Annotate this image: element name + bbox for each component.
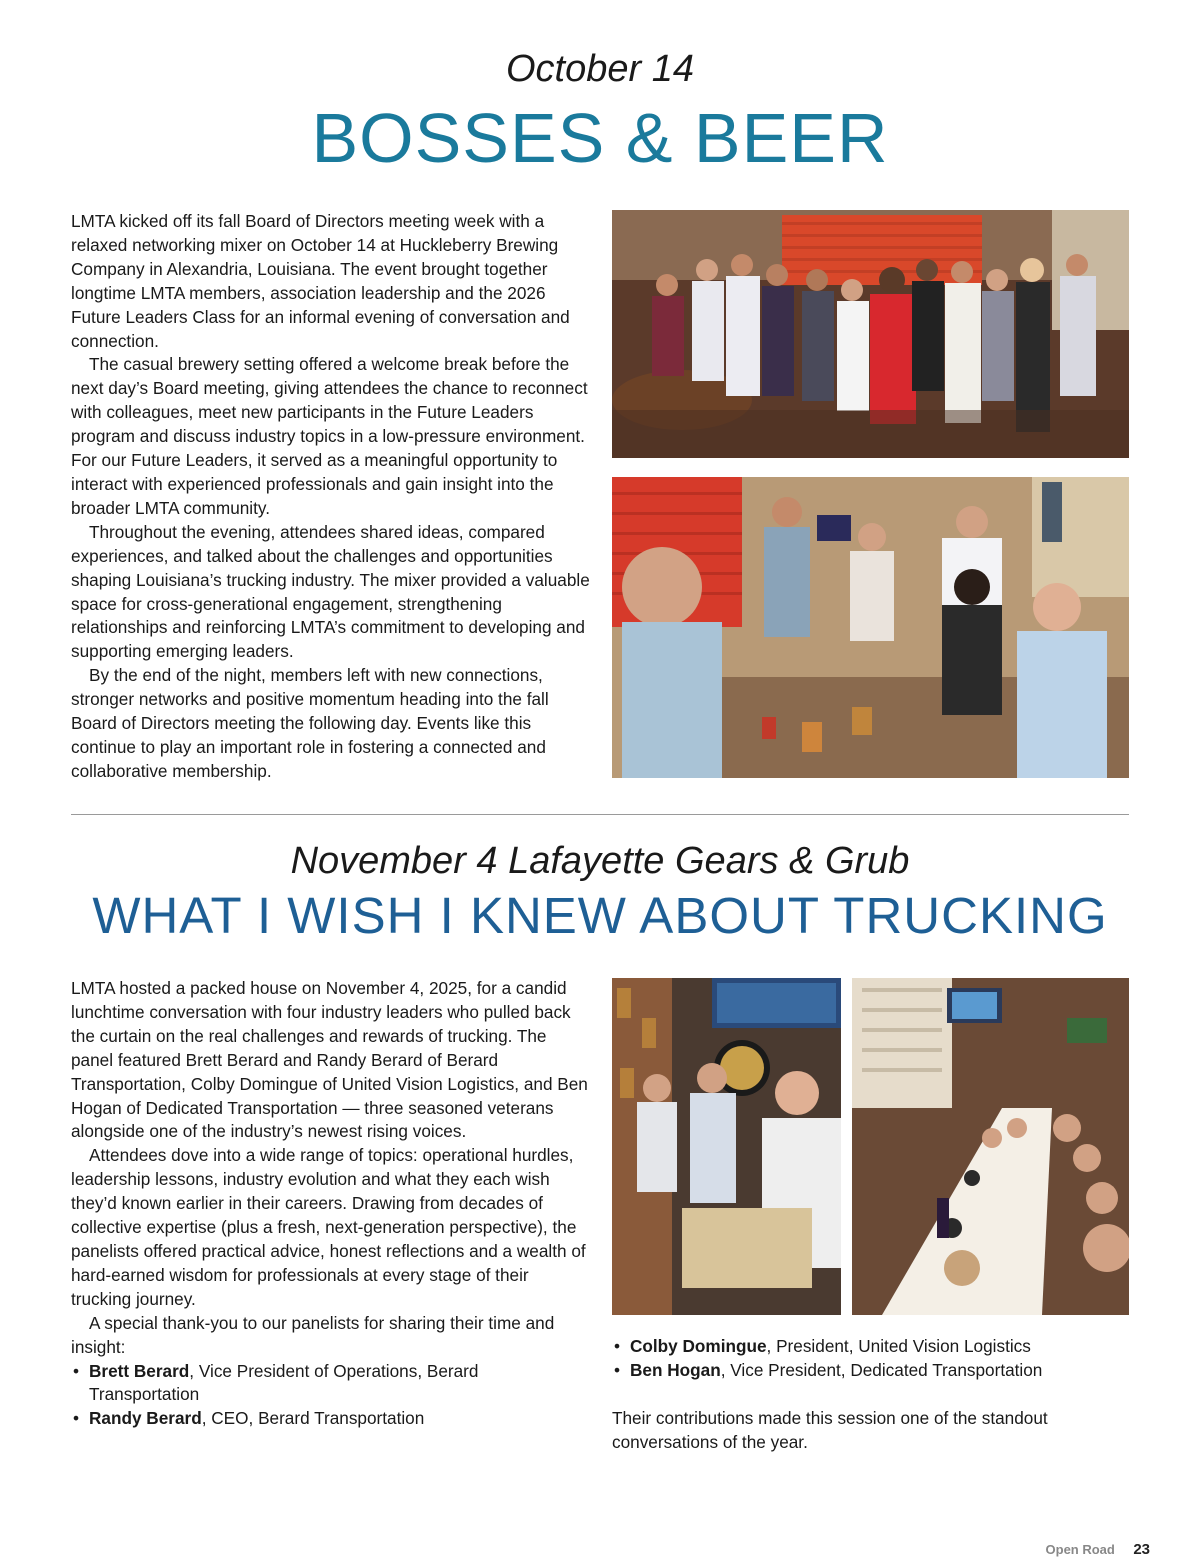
panelist-role: , CEO, Berard Transportation	[201, 1408, 425, 1429]
page-footer	[1046, 1541, 1150, 1559]
panelist-item	[71, 1407, 591, 1431]
panelist-role: , Vice President, Dedicated Transportation	[720, 1359, 1043, 1380]
page-number: 23	[1133, 1541, 1150, 1558]
section2-paragraph: LMTA hosted a packed house on November 4, 2025, for a candid lunchtime conversation with four industry leaders who pulled back the curtain on the real challenges and rewards of trucking. The panel featured Brett Berard and Randy Berard of Berard Transportation, Colby Domingue of United Vision Logistics, and Ben Hogan of Dedicated Transportation — three seasoned veterans alongside one of the industry’s newest rising voices.	[71, 978, 588, 1142]
luncheon-crowd-photo	[852, 978, 1129, 1315]
panelist-name: Brett Berard	[89, 1360, 190, 1381]
publication-name: Open Road	[1045, 1542, 1115, 1557]
section1-paragraph: Throughout the evening, attendees shared ideas, compared experiences, and talked about the challenges and opportunities shaping Louisiana’s trucking industry. The mixer provided a valuable space for cross-generational engagement, strengthening relationships and reinforcing LMTA’s commitment to developing and supporting emerging leaders.	[71, 521, 590, 662]
panelist-role: , Vice President of Operations, Berard Transportation	[89, 1360, 479, 1405]
section2-body-continued	[612, 1335, 1132, 1455]
mixer-conversation-photo	[612, 477, 1129, 778]
section2-paragraph: Attendees dove into a wide range of topics: operational hurdles, leadership lessons, industry evolution and what they each wish they’d known earlier in their careers. Drawing from decades of collective expertise (plus a fresh, next-generation perspective), the panelists offered practical advice, honest reflections and a wealth of hard-earned wisdom for professionals at every stage of their trucking journey.	[71, 1145, 586, 1309]
section2-paragraph: A special thank-you to our panelists for sharing their time and insight:	[71, 1312, 555, 1357]
section1-paragraph: The casual brewery setting offered a welcome break before the next day’s Board meeting, giving attendees the chance to reconnect with colleagues, meet new participants in the Future Leaders program and discuss industry topics in a low-pressure environment. For our Future Leaders, it served as a meaningful opportunity to interact with experienced professionals and gain insight into the broader LMTA community.	[71, 354, 588, 518]
section1-title: BOSSES & BEER	[311, 99, 889, 177]
group-photo	[612, 210, 1129, 458]
section1-paragraph: By the end of the night, members left with new connections, stronger networks and positive momentum heading into the fall Board of Directors meeting the following day. Events like this continue to play an important role in fostering a connected and collaborative membership.	[71, 665, 549, 781]
panelist-item	[612, 1359, 1132, 1383]
panelist-role: , President, United Vision Logistics	[766, 1336, 1031, 1356]
panelist-list	[71, 1360, 591, 1432]
section2-date: November 4 Lafayette Gears & Grub	[290, 840, 910, 882]
section-divider	[71, 814, 1129, 815]
panel-speakers-photo	[612, 978, 841, 1315]
section1-date: October 14	[506, 48, 694, 90]
panelist-item	[71, 1360, 591, 1408]
section2-title: WHAT I WISH I KNEW ABOUT TRUCKING	[92, 887, 1108, 944]
panelist-item	[612, 1335, 1132, 1359]
panelist-name: Randy Berard	[89, 1408, 202, 1429]
section1-body	[71, 210, 591, 784]
panelist-name: Ben Hogan	[630, 1359, 721, 1380]
panelist-name: Colby Domingue	[630, 1336, 767, 1356]
panelist-list-continued	[612, 1335, 1132, 1383]
section1-paragraph: LMTA kicked off its fall Board of Directors meeting week with a relaxed networking mixer on October 14 at Huckleberry Brewing Company in Alexandria, Louisiana. The event brought together longtime LMTA members, association leadership and the 2026 Future Leaders Class for an informal evening of conversation and connection.	[71, 211, 570, 351]
closing-paragraph: Their contributions made this session one of the standout conversations of the year.	[612, 1407, 1048, 1452]
section2-body	[71, 977, 591, 1431]
